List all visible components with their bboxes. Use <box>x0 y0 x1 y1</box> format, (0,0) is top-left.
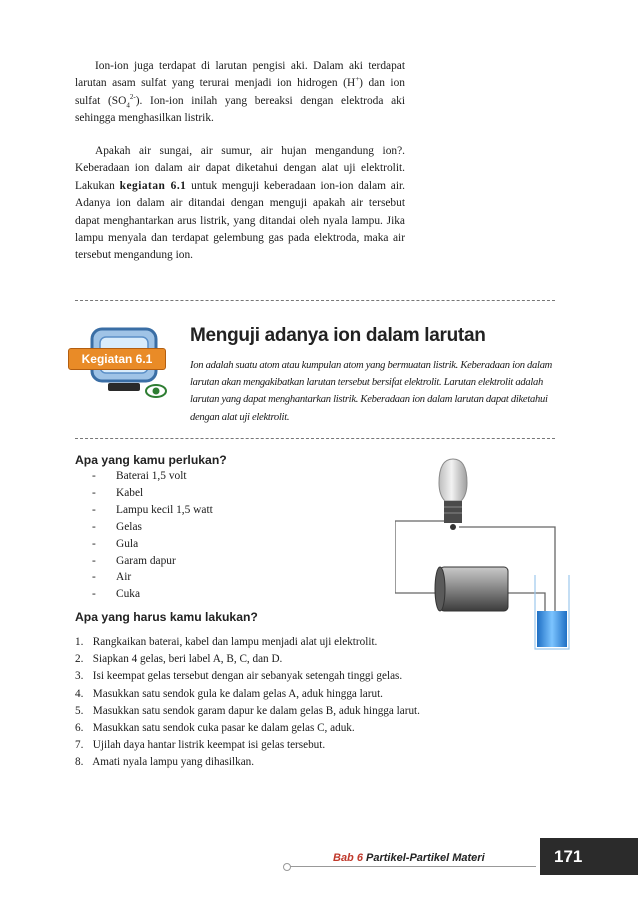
list-item: 2. Siapkan 4 gelas, beri label A, B, C, dan D. <box>75 653 283 666</box>
activity-title: Menguji adanya ion dalam larutan <box>190 325 486 346</box>
list-item: - Kabel <box>92 486 144 499</box>
steps-list <box>75 634 420 772</box>
intro-paragraph-2: Apakah air sungai, air sumur, air hujan mengandung ion?. Keberadaan ion dalam air dapat diketahui dengan alat uji elektrolit. Lakukan kegiatan 6.1 untuk menguji keberadaan ion-ion dalam air. Adanya ion dalam air ditandai dengan menguji apakah air tersebut dapat menghantarkan arus listrik, yang ditandai oleh nyala lampu. Jika lampu menyala dan terdapat gelembung gas pada elektroda, maka air tersebut mengandung ion. <box>75 145 405 262</box>
list-item: 4. Masukkan satu sendok gula ke dalam gelas A, aduk hingga larut. <box>75 687 383 700</box>
footer-chapter: Bab 6 Partikel-Partikel Materi <box>333 852 485 864</box>
divider-bottom <box>75 438 555 439</box>
footer-dot <box>283 863 291 871</box>
list-item: 6. Masukkan satu sendok cuka pasar ke dalam gelas C, aduk. <box>75 722 355 735</box>
list-item: - Gula <box>92 537 139 550</box>
list-item: 3. Isi keempat gelas tersebut dengan air sebanyak setengah tinggi gelas. <box>75 670 403 683</box>
activity-badge: Kegiatan 6.1 <box>68 348 166 370</box>
list-item: - Cuka <box>92 588 141 601</box>
activity-description: Ion adalah suatu atom atau kumpulan atom yang bermuatan listrik. Keberadaan ion dalam larutan akan mengakibatkan larutan tersebut bersifat elektrolit. Larutan elektrolit adalah larutan yang dapat menghantarkan listrik. Keberadaan ion dalam larutan dapat diketahui dengan alat uji elektrolit. <box>190 360 553 423</box>
footer-line <box>286 866 536 867</box>
lamp-base <box>444 501 462 523</box>
list-item: 5. Masukkan satu sendok garam dapur ke dalam gelas B, aduk hingga larut. <box>75 704 420 717</box>
needs-heading: Apa yang kamu perlukan? <box>75 453 227 467</box>
list-item: - Air <box>92 571 132 584</box>
lamp-bulb <box>439 459 467 501</box>
steps-heading: Apa yang harus kamu lakukan? <box>75 610 258 624</box>
circuit-illustration <box>395 455 580 655</box>
battery <box>440 567 508 611</box>
page-number: 171 <box>540 838 638 875</box>
list-item: - Gelas <box>92 520 142 533</box>
beaker-water <box>537 611 567 647</box>
list-item: - Garam dapur <box>92 554 176 567</box>
needs-list <box>92 468 213 603</box>
list-item: 7. Ujilah daya hantar listrik keempat isi gelas tersebut. <box>75 739 326 752</box>
list-item: 8. Amati nyala lampu yang dihasilkan. <box>75 756 255 769</box>
list-item: - Baterai 1,5 volt <box>92 470 187 482</box>
intro-paragraph-1: Ion-ion juga terdapat di larutan pengisi aki. Dalam aki terdapat larutan asam sulfat yang terurai menjadi ion hidrogen (H+) dan ion sulfat $(SO_4^{2-})$. Ion-ion inilah yang bereaksi dengan elektroda aki sehingga menghasilkan listrik. <box>75 60 406 125</box>
list-item: 1. Rangkaikan baterai, kabel dan lampu menjadi alat uji elektrolit. <box>75 636 378 648</box>
list-item: - Lampu kecil 1,5 watt <box>92 503 213 516</box>
divider-top <box>75 300 555 301</box>
